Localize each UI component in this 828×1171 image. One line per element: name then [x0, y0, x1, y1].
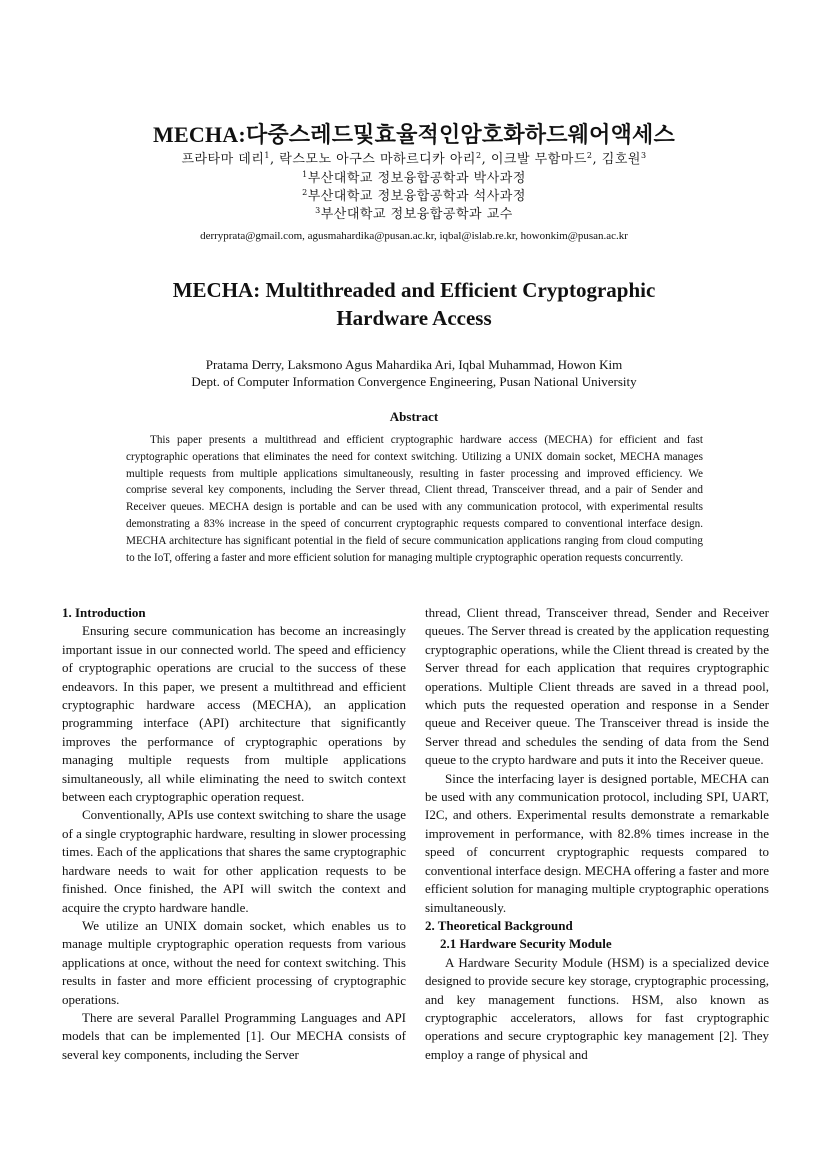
- korean-title: MECHA:다중스레드및효율적인암호화하드웨어액세스: [153, 122, 675, 147]
- korean-author: , 이크발 무함마드: [481, 152, 587, 167]
- affiliation-superscript: 1: [302, 170, 308, 179]
- body-paragraph: There are several Parallel Programming Languages and API models that can be implemented [1]. Our MECHA consists of several key components, including the Server: [62, 1009, 406, 1062]
- abstract-text: This paper presents a multithread and efficient cryptographic hardware access (MECHA) for efficient and fast cryptographic operations that eliminates the need for context switching. Utilizing a UNIX domain socket, MECHA manages multiple requests from multiple applications simultaneously, resulting in faster processing and improved efficiency. We comprise several key components, including the Server thread, Client thread, Transceiver thread, and a pair of Sender and Receiver queues. MECHA design is portable and can be used with any communication protocol, with experimental results demonstrating a 83% increase in the speed of concurrent cryptographic requests compared to conventional interface design. MECHA architecture has significant potential in the field of secure communication applications ranging from cloud computing to the IoT, offering a faster and more efficient solution for managing multiple cryptographic operation requests concurrently.: [126, 434, 703, 564]
- korean-author: , 김호원: [592, 152, 641, 167]
- affiliation-text: 부산대학교 정보융합공학과 석사과정: [307, 189, 526, 204]
- english-title-line: Hardware Access: [336, 306, 492, 330]
- right-column: [425, 604, 769, 1064]
- body-paragraph: Conventionally, APIs use context switching to share the usage of a single cryptographic hardware, resulting in slower processing times. Each of the applications that shares the same cryptographic hardware needs to wait for other application requests to be finished. Once finished, the API will switch the context and acquire the crypto hardware handle.: [62, 807, 406, 915]
- korean-author: 프라타마 데리: [181, 152, 265, 167]
- body-paragraph: Ensuring secure communication has become an increasingly important issue in our connected world. The speed and efficiency of cryptographic operations are crucial to the success of these endeavors. In this paper, we present a multithread and efficient cryptographic hardware access (MECHA), an application programming interface (API) architecture that significantly improves the performance of cryptographic operations by managing multiple requests from multiple applications simultaneously, all while eliminating the need to switch context between each cryptographic operation request.: [62, 623, 406, 805]
- english-title-line: MECHA: Multithreaded and Efficient Cryptographic: [172, 278, 656, 302]
- author-emails: derryprata@gmail.com, agusmahardika@pusan.ac.kr, iqbal@islab.re.kr, howonkim@pusan.ac.kr: [200, 230, 628, 242]
- body-paragraph-continued: thread, Client thread, Transceiver thread, Sender and Receiver queues. The Server thread is created by the application requesting cryptographic operations, while the Client thread is created by the Server thread for each application that requires cryptographic operations. Multiple Client threads are saved in a thread pool, which puts the requested operation and response in a Sender queue and Receiver queue. The Transceiver thread is inside the Server thread and schedules the sending of data from the Send queue to the crypto hardware and puts it into the Receiver queue.: [425, 605, 769, 768]
- affiliation-superscript: 2: [302, 188, 308, 197]
- affiliation-text: 부산대학교 정보융합공학과 교수: [320, 207, 513, 222]
- korean-affiliation-1: [0, 167, 828, 186]
- author-superscript: 1: [264, 151, 271, 160]
- body-paragraph: A Hardware Security Module (HSM) is a specialized device designed to provide secure key storage, cryptographic processing, and key management functions. HSM, also known as cryptographic accelerators, allows for fast cryptographic operations and secure cryptographic key management [2]. They employ a range of physical and: [425, 954, 769, 1062]
- body-paragraph: We utilize an UNIX domain socket, which enables us to manage multiple cryptographic operation requests from various applications at once, without the need for context switching. This results in faster and more efficient processing of cryptographic operations.: [62, 917, 406, 1007]
- korean-affiliation-2: [0, 185, 828, 204]
- english-affiliation: Dept. of Computer Information Convergence Engineering, Pusan National University: [191, 374, 637, 389]
- korean-affiliation-3: [0, 203, 828, 222]
- korean-author: , 락스모노 아구스 마하르디카 아리: [270, 152, 476, 167]
- author-superscript: 3: [640, 151, 647, 160]
- subsection-heading: 2.1 Hardware Security Module: [440, 936, 612, 952]
- english-authors: Pratama Derry, Laksmono Agus Mahardika Ari, Iqbal Muhammad, Howon Kim: [205, 357, 623, 372]
- abstract-heading: Abstract: [389, 409, 439, 424]
- english-title: [0, 276, 828, 332]
- author-superscript: 2: [476, 151, 482, 160]
- body-paragraph: Since the interfacing layer is designed portable, MECHA can be used with any communication protocol, including SPI, UART, I2C, and others. Experimental results demonstrate a remarkable improvement in performance, with 82.8% times increase in the speed of concurrent cryptographic requests compared to conventional interface design. MECHA offering a faster and more efficient solution for managing multiple cryptographic operations simultaneously.: [425, 770, 769, 915]
- english-author-block: [0, 356, 828, 390]
- affiliation-text: 부산대학교 정보융합공학과 박사과정: [307, 171, 526, 186]
- left-column: [62, 604, 406, 1064]
- author-superscript: 2: [586, 151, 593, 160]
- korean-author-line: [0, 148, 828, 167]
- section-heading: 2. Theoretical Background: [425, 917, 573, 933]
- affiliation-superscript: 3: [315, 206, 321, 215]
- section-heading: 1. Introduction: [62, 605, 146, 620]
